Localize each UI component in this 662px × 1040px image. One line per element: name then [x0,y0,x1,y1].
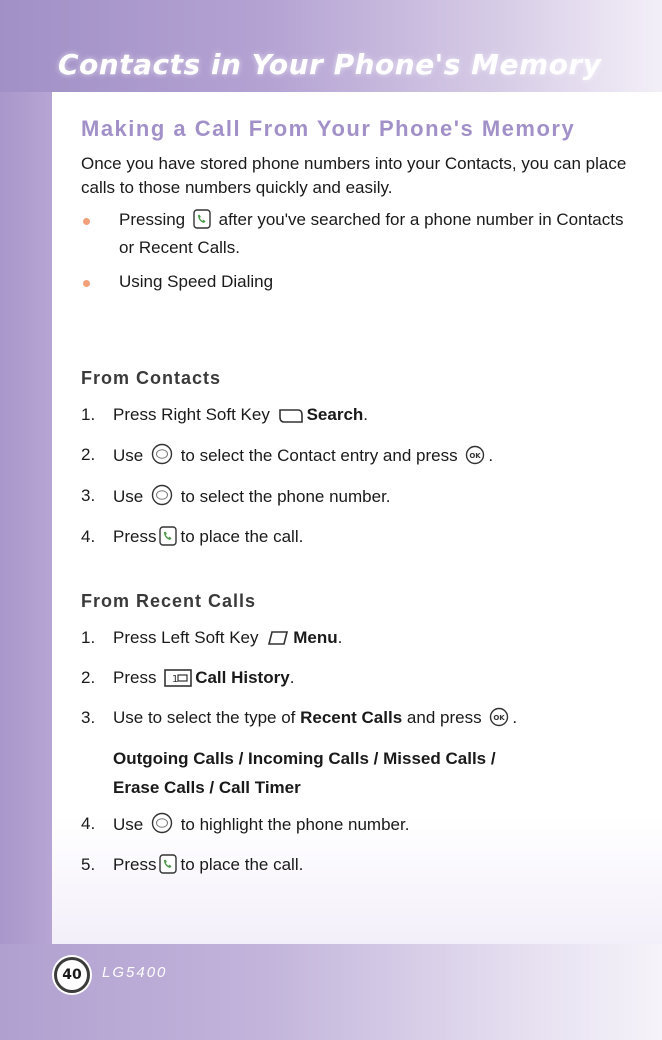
subheading-from-recent-calls: From Recent Calls [81,591,257,611]
svg-text:OK: OK [469,452,481,460]
page-number: 40 [54,957,90,993]
ok-key-icon [489,707,509,734]
step-item: 2. Press 1 Call History. [81,666,641,694]
step-item: 3. Use to select the phone number. [81,484,641,513]
send-key-icon [159,526,177,553]
step-item: 1. Press Left Soft Key Menu. [81,626,641,654]
step-item: 3. Use to select the type of Recent Calls and press OK . [81,706,641,734]
contacts-steps [81,403,641,553]
right-soft-key-icon [278,406,304,431]
bullet-item: Using Speed Dialing [81,270,641,294]
recent-steps-continued [81,812,641,881]
header-band [0,0,662,92]
key-1-icon [164,669,192,694]
ok-key-icon [465,445,485,472]
step-item: 1. Press Right Soft Key Search. [81,403,641,431]
subheading-from-contacts: From Contacts [81,368,222,388]
main-heading: Making a Call From Your Phone's Memory [81,116,576,141]
intro-paragraph: Once you have stored phone numbers into your Contacts, you can place calls to those numbers quickly and easily. [81,154,627,197]
section-title: Contacts in Your Phone's Memory [58,48,602,81]
send-key-icon [159,854,177,881]
footer-band [0,944,662,1040]
spacer [81,304,641,368]
step-item: 4. Press to place the call. [81,525,641,553]
model-name: LG5400 [102,964,168,981]
call-type-options: Outgoing Calls / Incoming Calls / Missed Calls / Erase Calls / Call Timer [113,749,496,797]
svg-text:OK: OK [493,714,505,722]
step-item: 2. Use to select the Contact entry and press OK . [81,443,641,472]
svg-text:1: 1 [172,674,179,685]
recent-steps [81,626,641,734]
send-key-icon [193,209,211,236]
spacer [81,565,641,591]
nav-key-icon [151,443,173,472]
step-item: 4. Use to highlight the phone number. [81,812,641,841]
bullet-item: Pressing after you've searched for a phone number in Contacts or Recent Calls. [81,208,641,260]
nav-key-icon [151,812,173,841]
left-soft-key-icon [266,629,290,654]
method-list [81,208,641,294]
page-content [81,116,641,893]
nav-key-icon [151,484,173,513]
step-item: 5. Press to place the call. [81,853,641,881]
